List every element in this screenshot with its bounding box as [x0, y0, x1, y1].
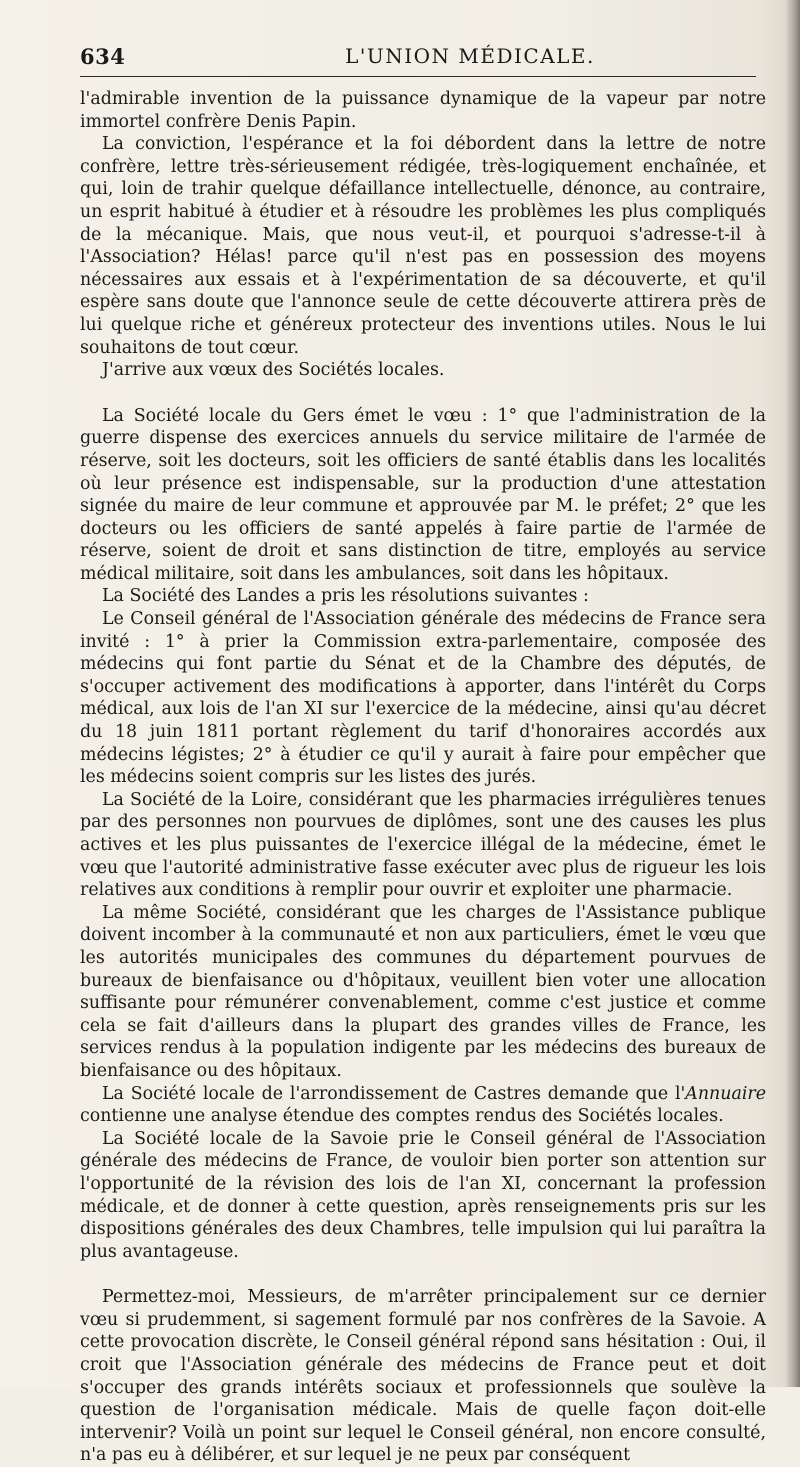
castres-annuaire-italic: Annuaire — [685, 1083, 766, 1104]
paragraph-permettez: Permettez-moi, Messieurs, de m'arrêter principalement sur ce dernier vœu si prudemment, si sagement formulé par nos confrères de la Savoie. A cette provocation discrète, le Conseil général répond sans hésitation : Oui, il croit que l'Association générale des médecins de France peut et doit s'occuper des grands intérêts sociaux et professionnels que soulève la question de l'organisation médicale. Mais de quelle façon doit-elle intervenir? Voilà un point sur lequel le Conseil général, non encore consulté, n'a pas eu à délibérer, et sur lequel je ne peux par conséquent — [80, 1287, 766, 1466]
castres-text-after: contienne une analyse étendue des comptes rendus des Sociétés locales. — [80, 1106, 724, 1127]
paragraph-castres — [80, 1083, 766, 1128]
paragraph-loire-assistance: La même Société, considérant que les charges de l'Assistance publique doivent incomber à la communauté et non aux particuliers, émet le vœu que les autorités municipales des communes du département pourvues de bureaux de bienfaisance ou d'hôpitaux, veuillent bien voter une allocation suffisante pour rémunérer convenablement, comme c'est justice et comme cela se fait d'ailleurs dans la plupart des grandes villes de France, les services rendus à la population indigente par les médecins des bureaux de bienfaisance ou des hôpitaux. — [80, 902, 766, 1081]
paragraph-gers: La Société locale du Gers émet le vœu : 1° que l'administration de la guerre dispense des exercices annuels du service militaire de l'armée de réserve, soit les docteurs, soit les officiers de santé établis dans les localités où leur présence est indispensable, sur la production d'une attestation signée du maire de leur commune et approuvée par M. le préfet; 2° que les docteurs ou les officiers de santé appelés à faire partie de l'armée de réserve, soient de droit et sans distinction de titre, employés au service médical militaire, soit dans les ambulances, soit dans les hôpitaux. — [80, 405, 766, 584]
paragraph-loire-pharmacies: La Société de la Loire, considérant que les pharmacies irrégulières tenues par des personnes non pourvues de diplômes, sont une des causes les plus actives et les plus puissantes de l'exercice illégal de la médecine, émet le vœu que l'autorité administrative fasse exécuter avec plus de rigueur les lois relatives aux conditions à remplir pour ouvrir et exploiter une pharmacie. — [80, 789, 766, 901]
body-text — [80, 88, 766, 1467]
header-rule — [80, 76, 756, 77]
castres-text-before: La Société locale de l'arrondissement de Castres demande que l' — [102, 1083, 686, 1104]
paragraph-landes: La Société des Landes a pris les résolutions suivantes : — [102, 586, 589, 607]
paragraph-papin: l'admirable invention de la puissance dynamique de la vapeur par notre immortel confrère Denis Papin. — [80, 89, 766, 132]
running-head: L'UNION MÉDICALE. — [345, 44, 595, 68]
paragraph-conseil-general: Le Conseil général de l'Association générale des médecins de France sera invité : 1° à prier la Commission extra-parlementaire, composée des médecins qui font partie du Sénat et de la Chambre des députés, de s'occuper activement des modifications à apporter, dans l'intérêt du Corps médical, aux lois de l'an XI sur l'exercice de la médecine, ainsi qu'au décret du 18 juin 1811 portant règlement du tarif d'honoraires accordés aux médecins légistes; 2° à étudier ce qu'il y aurait à faire pour empêcher que les médecins soient compris sur les listes des jurés. — [80, 609, 766, 788]
page-number: 634 — [80, 44, 126, 69]
page-spine-shadow — [786, 0, 800, 1387]
page-header — [80, 44, 770, 74]
paragraph-conviction: La conviction, l'espérance et la foi débordent dans la lettre de notre confrère, lettre très-sérieusement rédigée, très-logiquement enchaînée, et qui, loin de trahir quelque défaillance intellectuelle, dénonce, au contraire, un esprit habitué à étudier et à résoudre les problèmes les plus compliqués de la mécanique. Mais, que nous veut-il, et pourquoi s'adresse-t-il à l'Association? Hélas! parce qu'il n'est pas en possession des moyens nécessaires aux essais et à l'expérimentation de sa découverte, et qu'il espère sans doute que l'annonce seule de cette découverte attirera près de lui quelque riche et généreux protecteur des inventions utiles. Nous le lui souhaitons de tout cœur. — [80, 134, 766, 358]
paragraph-savoie: La Société locale de la Savoie prie le Conseil général de l'Association générale des médecins de France, de vouloir bien porter son attention sur l'opportunité de la révision des lois de l'an XI, concernant la profession médicale, et de donner à cette question, après renseignements pris sur les dispositions générales des deux Chambres, telle impulsion qui lui paraîtra la plus avantageuse. — [80, 1128, 766, 1262]
paragraph-voeux-intro: J'arrive aux vœux des Sociétés locales. — [102, 360, 445, 381]
